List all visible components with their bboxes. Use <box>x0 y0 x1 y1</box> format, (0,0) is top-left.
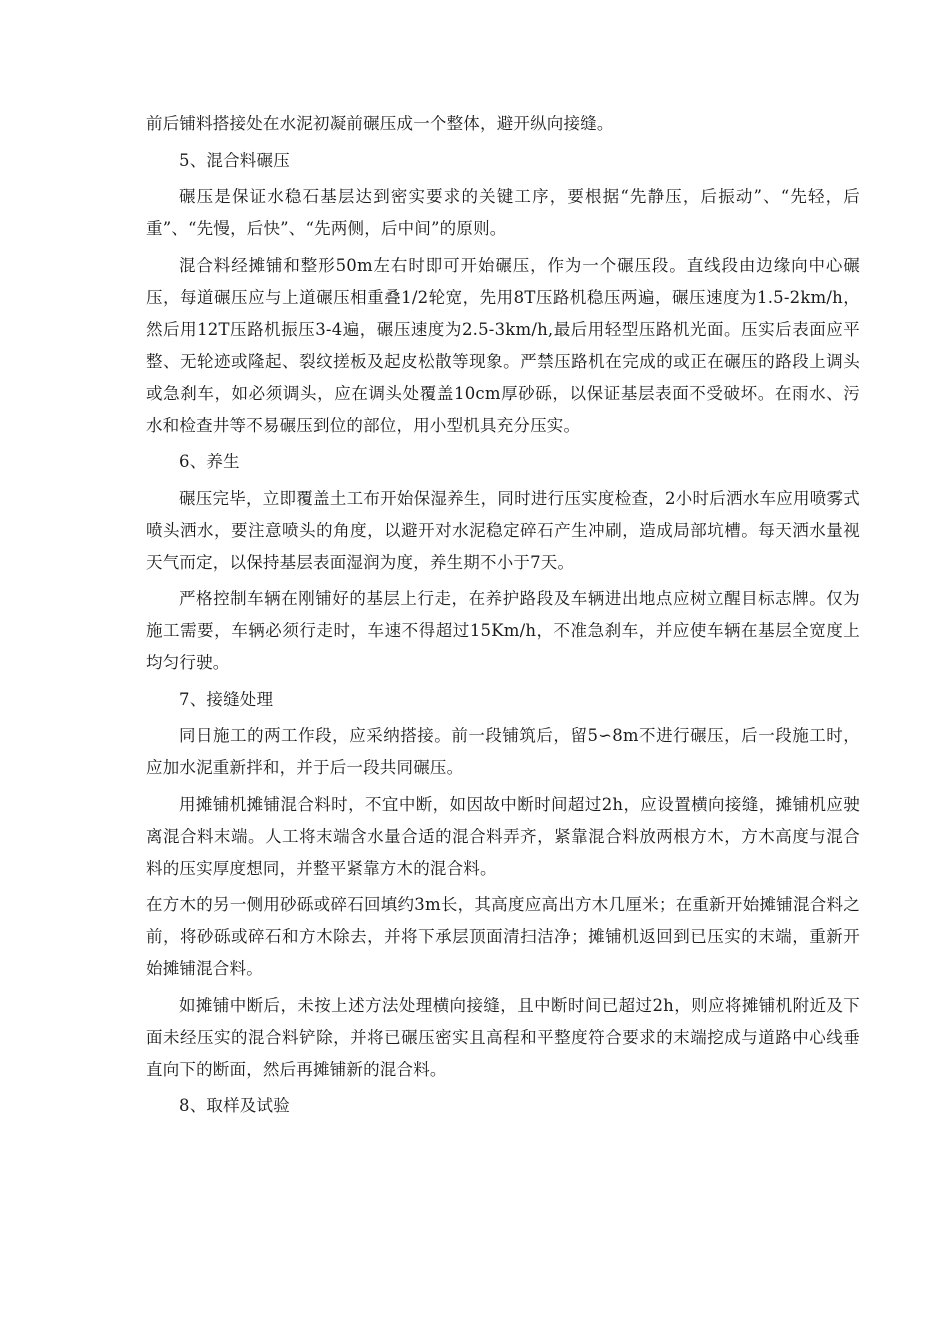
document-body <box>146 108 860 1127</box>
paragraph-compaction-procedure: 混合料经摊铺和整形50m左右时即可开始碾压，作为一个碾压段。直线段由边缘向中心碾压，每道碾压应与上道碾压相重叠1/2轮宽，先用8T压路机稳压两遍，碾压速度为1.5-2km/h，然后用12T压路机振压3-4遍，碾压速度为2.5-3km/h,最后用轻型压路机光面。压实后表面应平整、无轮迹或隆起、裂纹搓板及起皮松散等现象。严禁压路机在完成的或正在碾压的路段上调头或急刹车，如必须调头，应在调头处覆盖10cm厚砂砾，以保证基层表面不受破坏。在雨水、污水和检查井等不易碾压到位的部位，用小型机具充分压实。 <box>146 255 860 435</box>
paragraph-compaction-principle: 碾压是保证水稳石基层达到密实要求的关键工序，要根据“先静压，后振动”、“先轻，后重”、“先慢，后快”、“先两侧，后中间”的原则。 <box>146 187 860 238</box>
paragraph-lap-joint: 前后铺料搭接处在水泥初凝前碾压成一个整体，避开纵向接缝。 <box>146 114 614 133</box>
paragraph-backfill: 在方木的另一侧用砂砾或碎石回填约3m长，其高度应高出方木几厘米；在重新开始摊铺混合料之前，将砂砾或碎石和方木除去，并将下承层顶面清扫洁净；摊铺机返回到已压实的末端，重新开始摊铺混合料。 <box>146 895 860 978</box>
section-heading-joints: 7、接缝处理 <box>179 689 274 709</box>
paragraph-same-day-joints: 同日施工的两工作段，应采纳搭接。前一段铺筑后，留5∽8m不进行碾压，后一段施工时，应加水泥重新拌和，并于后一段共同碾压。 <box>146 726 860 777</box>
section-heading-curing: 6、养生 <box>179 452 240 471</box>
paragraph-traffic-control: 严格控制车辆在刚铺好的基层上行走，在养护路段及车辆进出地点应树立醒目标志牌。仅为施工需要，车辆必须行走时，车速不得超过15Km/h，不准急刹车，并应使车辆在基层全宽度上均匀行驶。 <box>146 589 860 672</box>
section-heading-compaction: 5、混合料碾压 <box>179 150 290 170</box>
section-heading-sampling: 8、取样及试验 <box>179 1096 290 1115</box>
paragraph-paver-interruption: 用摊铺机摊铺混合料时，不宜中断，如因故中断时间超过2h，应设置横向接缝，摊铺机应驶离混合料末端。人工将末端含水量合适的混合料弄齐，紧靠混合料放两根方木，方木高度与混合料的压实厚度想同，并整平紧靠方木的混合料。 <box>146 794 860 878</box>
paragraph-unhandled-joint: 如摊铺中断后，未按上述方法处理横向接缝，且中断时间已超过2h，则应将摊铺机附近及下面未经压实的混合料铲除，并将已碾压密实且高程和平整度符合要求的末端挖成与道路中心线垂直向下的断面，然后再摊铺新的混合料。 <box>146 995 860 1079</box>
paragraph-curing-watering: 碾压完毕，立即覆盖土工布开始保湿养生，同时进行压实度检查，2小时后洒水车应用喷雾式喷头洒水，要注意喷头的角度，以避开对水泥稳定碎石产生冲刷，造成局部坑槽。每天洒水量视天气而定，以保持基层表面湿润为度，养生期不小于7天。 <box>146 488 860 572</box>
